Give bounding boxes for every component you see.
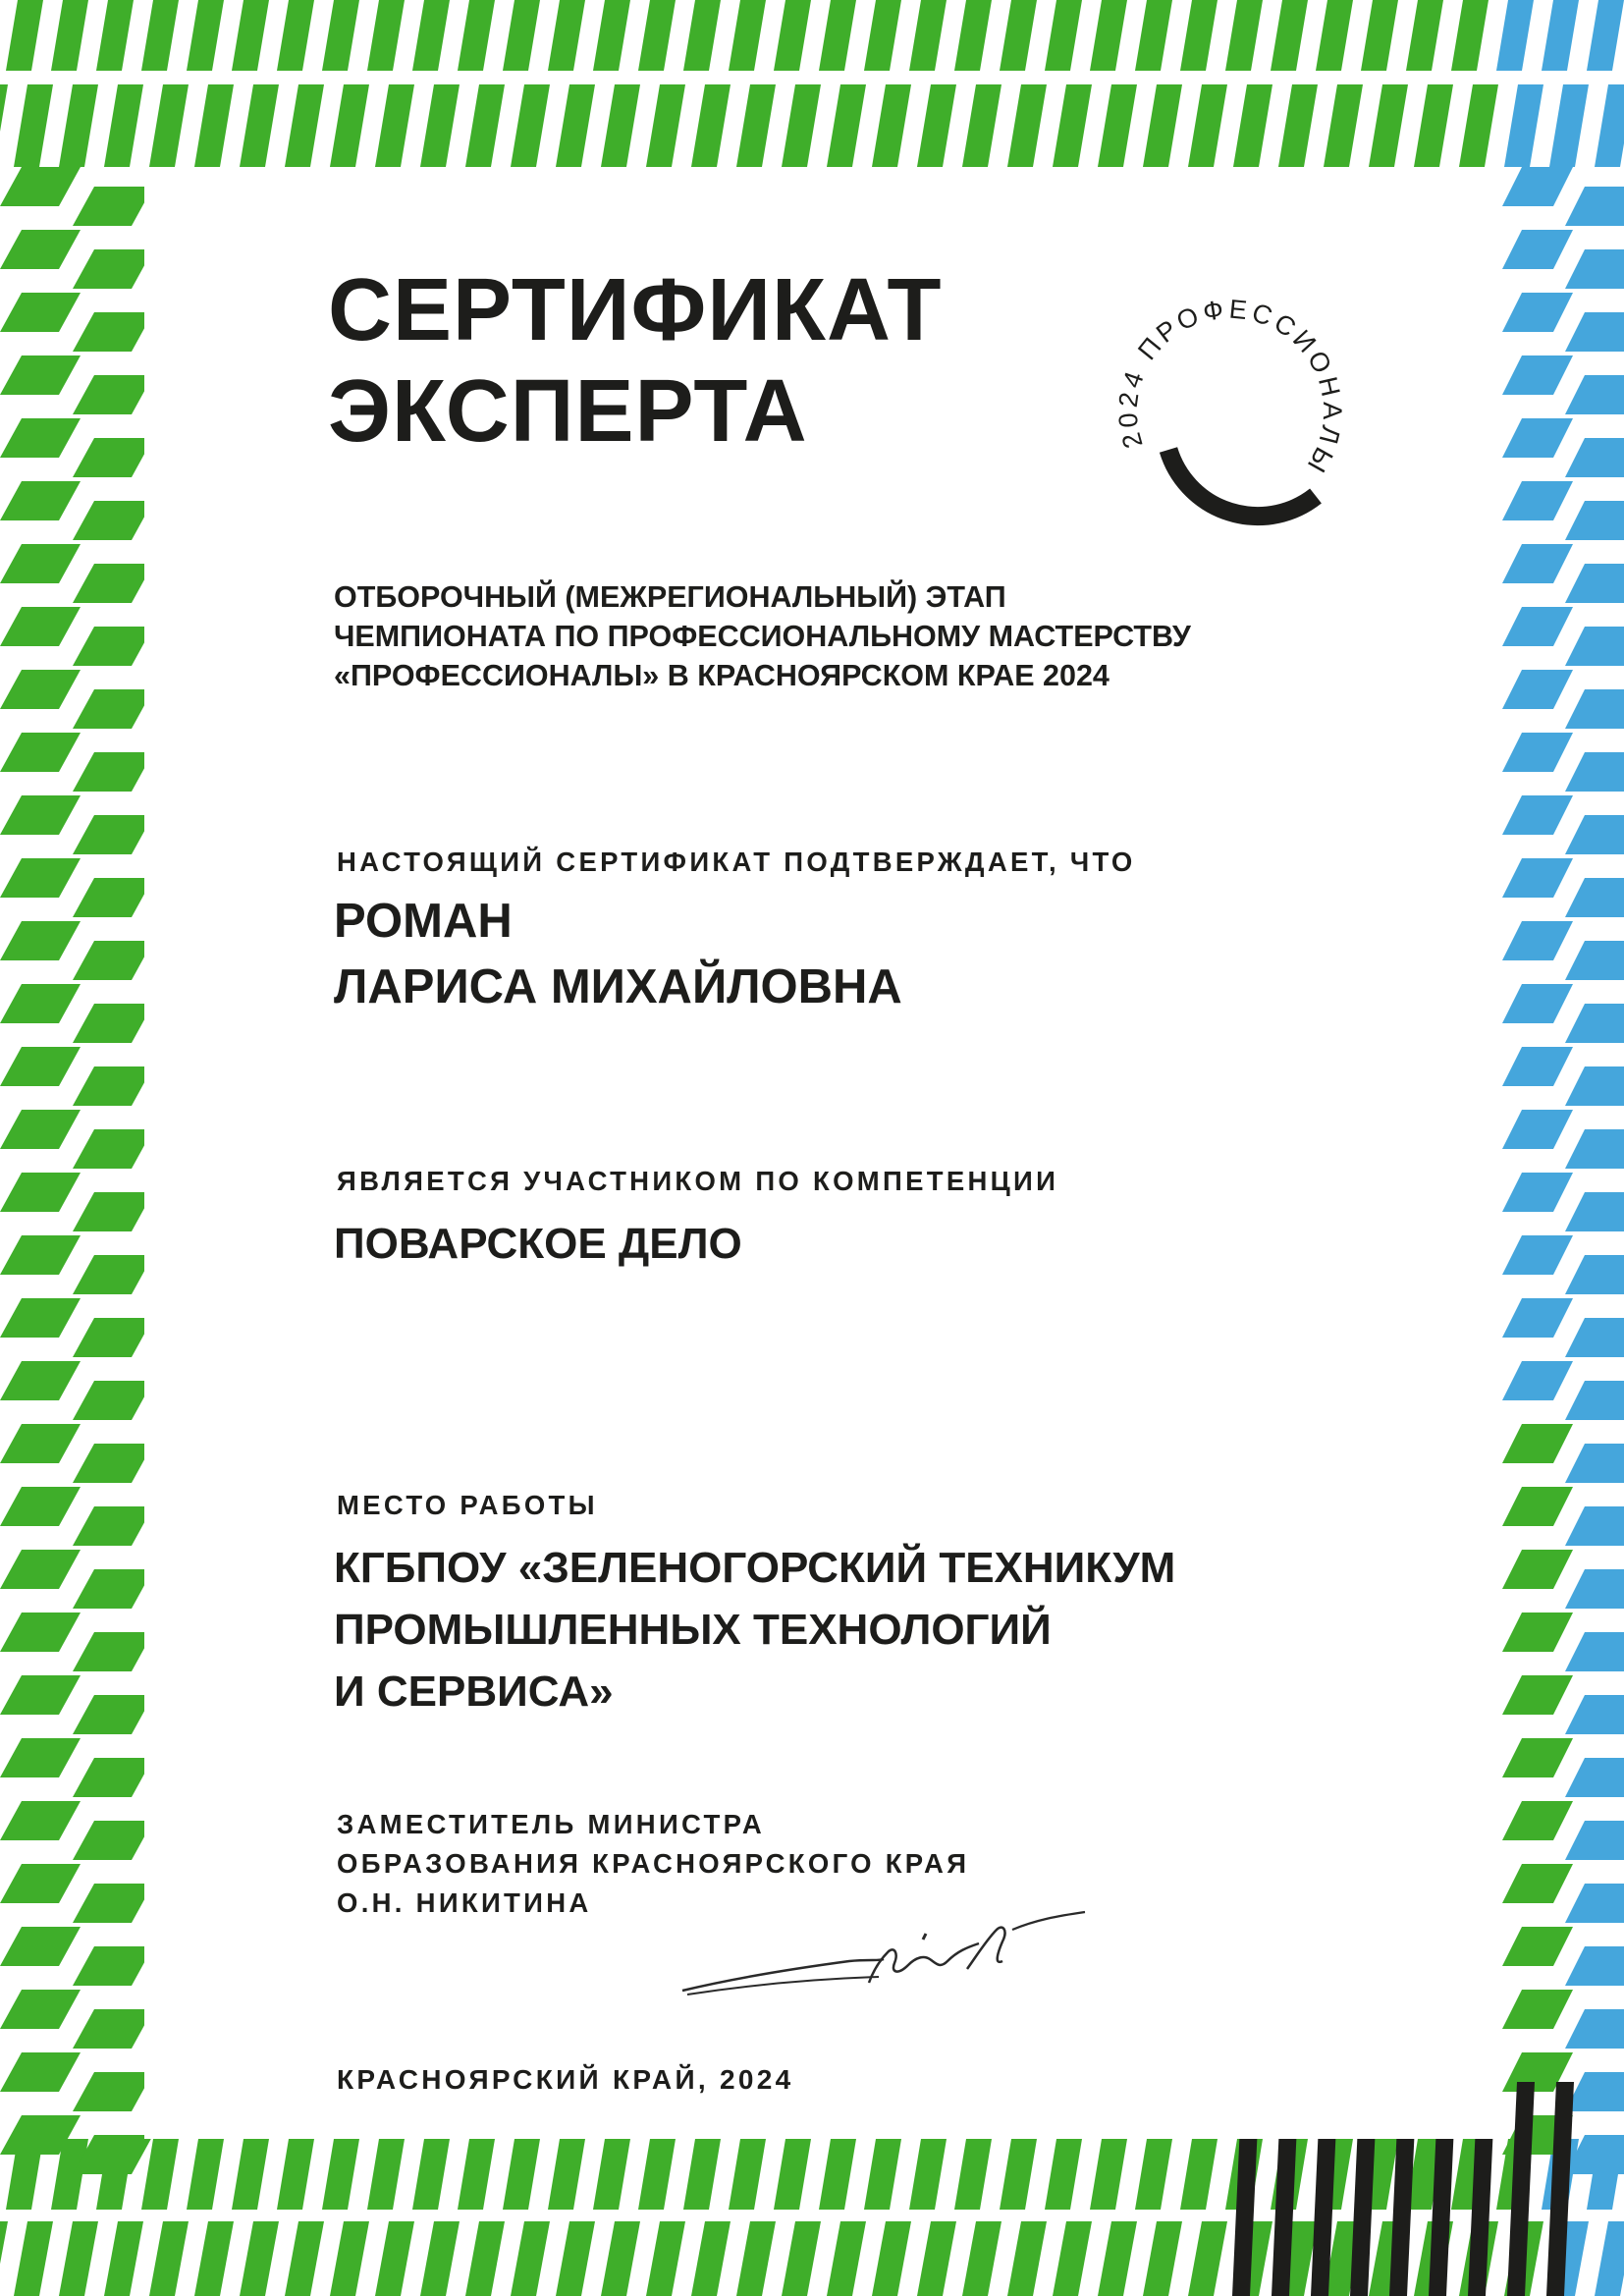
border-stripe-top	[556, 84, 595, 167]
border-stripe-top	[1542, 0, 1579, 71]
border-stripe-right	[1565, 1758, 1624, 1797]
border-stripe-bottom	[683, 2139, 721, 2210]
place-year-text: КРАСНОЯРСКИЙ КРАЙ, 2024	[337, 2064, 794, 2095]
border-stripe-left	[0, 230, 81, 269]
border-stripe-left	[0, 1110, 81, 1149]
border-stripe-top	[1090, 0, 1127, 71]
border-stripe-right	[1565, 1318, 1624, 1357]
border-stripe-top	[601, 84, 640, 167]
event-line-1: ОТБОРОЧНЫЙ (МЕЖРЕГИОНАЛЬНЫЙ) ЭТАП	[334, 580, 1006, 614]
border-stripe-top	[729, 0, 766, 71]
border-stripe-bottom	[827, 2221, 866, 2296]
border-stripe-right	[1502, 607, 1573, 646]
border-stripe-bottom	[917, 2221, 956, 2296]
border-stripe-right	[1565, 1695, 1624, 1734]
border-stripe-top	[59, 84, 98, 167]
border-stripe-left	[73, 752, 153, 792]
border-stripe-bottom	[458, 2139, 495, 2210]
border-stripe-right	[1565, 438, 1624, 477]
border-stripe-top	[1233, 84, 1272, 167]
border-stripe-top	[1098, 84, 1137, 167]
border-stripe-bottom	[322, 2139, 359, 2210]
border-stripe-left	[73, 1004, 153, 1043]
border-stripe-top	[51, 0, 88, 71]
border-stripe-bottom	[194, 2221, 234, 2296]
border-stripe-left	[0, 544, 81, 583]
border-stripe-top	[367, 0, 405, 71]
event-line-2: ЧЕМПИОНАТА ПО ПРОФЕССИОНАЛЬНОМУ МАСТЕРСТВУ	[334, 620, 1191, 653]
border-stripe-left	[73, 1569, 153, 1609]
border-stripe-left	[73, 1946, 153, 1986]
border-stripe-top	[1595, 84, 1624, 167]
border-stripe-top	[1451, 0, 1489, 71]
border-stripe-top	[1324, 84, 1363, 167]
border-stripe-top	[458, 0, 495, 71]
border-stripe-bottom	[638, 2139, 676, 2210]
border-stripe-right	[1502, 1361, 1573, 1400]
border-stripe-right	[1502, 1927, 1573, 1966]
border-stripe-right	[1502, 1424, 1573, 1463]
border-stripe-top	[503, 0, 540, 71]
border-stripe-left	[73, 1758, 153, 1797]
border-stripe-bottom	[1090, 2139, 1127, 2210]
competence-value: ПОВАРСКОЕ ДЕЛО	[334, 1220, 742, 1268]
signer-line-1: ЗАМЕСТИТЕЛЬ МИНИСТРА	[337, 1809, 765, 1839]
border-stripe-bottom	[59, 2221, 98, 2296]
border-stripe-left	[0, 607, 81, 646]
border-stripe-right	[1565, 1444, 1624, 1483]
border-stripe-right	[1565, 1569, 1624, 1609]
border-stripe-bottom	[285, 2221, 324, 2296]
border-stripe-top	[1406, 0, 1443, 71]
border-stripe-right	[1565, 1004, 1624, 1043]
border-stripe-right	[1565, 1129, 1624, 1169]
border-stripe-left	[0, 1927, 81, 1966]
border-stripe-right	[1565, 878, 1624, 917]
handwritten-signature	[673, 1900, 1095, 2008]
border-stripe-top	[1180, 0, 1218, 71]
workplace-line-1: КГБПОУ «ЗЕЛЕНОГОРСКИЙ ТЕХНИКУМ	[334, 1544, 1176, 1592]
certificate-title	[328, 260, 942, 463]
border-stripe-left	[0, 1173, 81, 1212]
border-stripe-left	[73, 1066, 153, 1106]
border-stripe-right	[1502, 921, 1573, 960]
border-stripe-bottom	[1045, 2139, 1082, 2210]
workplace-line-2: ПРОМЫШЛЕННЫХ ТЕХНОЛОГИЙ	[334, 1606, 1052, 1654]
border-stripe-top	[1188, 84, 1227, 167]
border-stripe-right	[1502, 1864, 1573, 1903]
border-stripe-bottom	[412, 2139, 450, 2210]
border-stripe-top	[96, 0, 134, 71]
border-stripe-bottom	[0, 2221, 8, 2296]
border-stripe-bottom	[1143, 2221, 1182, 2296]
border-stripe-bottom	[962, 2221, 1001, 2296]
logo-arc	[1168, 450, 1316, 517]
border-stripe-top	[864, 0, 901, 71]
border-stripe-bottom	[782, 2221, 821, 2296]
border-stripe-top	[1045, 0, 1082, 71]
border-stripe-right	[1502, 984, 1573, 1023]
border-stripe-bottom	[1188, 2221, 1227, 2296]
border-stripe-top	[1414, 84, 1453, 167]
border-stripe-top	[511, 84, 550, 167]
border-stripe-right	[1565, 2009, 1624, 2049]
border-stripe-left	[0, 1675, 81, 1715]
border-stripe-top	[375, 84, 414, 167]
border-stripe-left	[0, 1990, 81, 2029]
logo-text: 2024 ПРОФЕССИОНАЛЫ	[1112, 294, 1348, 481]
event-description	[334, 577, 1414, 695]
border-stripe-top	[465, 84, 505, 167]
border-stripe-bottom	[465, 2221, 505, 2296]
border-stripe-left	[0, 418, 81, 458]
border-stripe-top	[1369, 84, 1408, 167]
border-stripe-right	[1565, 627, 1624, 666]
border-stripe-top	[827, 84, 866, 167]
signer-line-2: ОБРАЗОВАНИЯ КРАСНОЯРСКОГО КРАЯ	[337, 1848, 970, 1879]
border-stripe-top	[1007, 84, 1047, 167]
border-stripe-bottom	[149, 2221, 189, 2296]
border-stripe-left	[0, 481, 81, 520]
border-stripe-left	[0, 1738, 81, 1777]
border-stripe-left	[0, 1801, 81, 1840]
border-stripe-top	[1496, 0, 1534, 71]
border-stripe-left	[0, 733, 81, 772]
border-stripe-bottom	[1053, 2221, 1092, 2296]
border-stripe-top	[1549, 84, 1589, 167]
border-stripe-bottom	[909, 2139, 947, 2210]
border-stripe-top	[0, 84, 8, 167]
border-stripe-top	[104, 84, 143, 167]
border-stripe-left	[73, 1884, 153, 1923]
border-stripe-bottom	[14, 2221, 53, 2296]
border-stripe-left	[73, 1695, 153, 1734]
border-stripe-bottom	[330, 2221, 369, 2296]
border-stripe-top	[1225, 0, 1263, 71]
border-stripe-left	[0, 1550, 81, 1589]
workplace-line-3: И СЕРВИСА»	[334, 1667, 614, 1716]
border-stripe-left	[0, 858, 81, 898]
border-stripe-top	[194, 84, 234, 167]
border-stripe-bottom	[1595, 2221, 1624, 2296]
border-stripe-top	[420, 84, 460, 167]
border-stripe-right	[1565, 1381, 1624, 1420]
border-stripe-bottom	[420, 2221, 460, 2296]
border-stripe-top	[14, 84, 53, 167]
border-stripe-right	[1502, 1298, 1573, 1338]
border-stripe-right	[1565, 1946, 1624, 1986]
border-stripe-left	[73, 312, 153, 352]
border-stripe-left	[0, 984, 81, 1023]
border-stripe-top	[774, 0, 811, 71]
border-stripe-left	[73, 878, 153, 917]
border-stripe-left	[73, 689, 153, 729]
border-stripe-bottom	[646, 2221, 685, 2296]
border-stripe-bottom	[954, 2139, 992, 2210]
border-stripe-right	[1502, 1738, 1573, 1777]
border-stripe-left	[0, 1298, 81, 1338]
border-stripe-top	[1459, 84, 1498, 167]
border-stripe-left	[73, 1192, 153, 1231]
border-stripe-top	[1143, 84, 1182, 167]
border-stripe-top	[683, 0, 721, 71]
border-stripe-bottom	[1135, 2139, 1172, 2210]
border-stripe-top	[322, 0, 359, 71]
border-stripe-top	[1000, 0, 1037, 71]
border-stripe-bottom	[1000, 2139, 1037, 2210]
border-stripe-left	[0, 1424, 81, 1463]
border-stripe-right	[1502, 481, 1573, 520]
professionaly-logo	[1075, 246, 1389, 560]
border-stripe-right	[1502, 418, 1573, 458]
border-stripe-bottom	[187, 2139, 224, 2210]
border-stripe-bottom	[774, 2139, 811, 2210]
border-stripe-top	[736, 84, 776, 167]
border-stripe-bottom	[1007, 2221, 1047, 2296]
border-stripe-top	[962, 84, 1001, 167]
border-stripe-bottom	[736, 2221, 776, 2296]
border-stripe-top	[232, 0, 269, 71]
border-stripe-bottom	[872, 2221, 911, 2296]
border-stripe-bottom	[691, 2221, 731, 2296]
border-stripe-left	[73, 1821, 153, 1860]
border-stripe-top	[646, 84, 685, 167]
border-stripe-top	[1271, 0, 1308, 71]
border-stripe-top	[1053, 84, 1092, 167]
border-stripe-top	[412, 0, 450, 71]
border-stripe-right	[1565, 375, 1624, 414]
border-stripe-right	[1565, 1884, 1624, 1923]
border-stripe-right	[1502, 733, 1573, 772]
border-stripe-left	[73, 501, 153, 540]
border-stripe-bottom	[548, 2139, 585, 2210]
border-stripe-right	[1565, 815, 1624, 854]
border-stripe-top	[1135, 0, 1172, 71]
border-stripe-top	[6, 0, 43, 71]
border-stripe-right	[1565, 1632, 1624, 1671]
border-stripe-right	[1502, 1613, 1573, 1652]
border-stripe-right	[1502, 1990, 1573, 2029]
border-stripe-right	[1502, 858, 1573, 898]
border-stripe-top	[1316, 0, 1353, 71]
event-line-3: «ПРОФЕССИОНАЛЫ» В КРАСНОЯРСКОМ КРАЕ 2024	[334, 659, 1110, 692]
border-stripe-right	[1502, 670, 1573, 709]
border-stripe-bottom	[864, 2139, 901, 2210]
border-stripe-right	[1502, 230, 1573, 269]
border-stripe-left	[0, 1864, 81, 1903]
recipient-given-names: ЛАРИСА МИХАЙЛОВНА	[334, 960, 902, 1013]
border-stripe-right	[1565, 941, 1624, 980]
border-stripe-top	[187, 0, 224, 71]
border-stripe-left	[73, 1506, 153, 1546]
border-stripe-top	[638, 0, 676, 71]
border-stripe-left	[0, 921, 81, 960]
title-line-1: СЕРТИФИКАТ	[328, 261, 943, 359]
recipient-surname: РОМАН	[334, 895, 513, 948]
border-stripe-left	[73, 249, 153, 289]
border-stripe-left	[73, 1381, 153, 1420]
border-stripe-top	[1278, 84, 1318, 167]
border-stripe-top	[240, 84, 279, 167]
border-stripe-bottom	[104, 2221, 143, 2296]
border-stripe-left	[0, 795, 81, 835]
border-stripe-left	[0, 1235, 81, 1275]
border-stripe-top	[330, 84, 369, 167]
border-stripe-right	[1502, 1675, 1573, 1715]
border-stripe-bottom	[1180, 2139, 1218, 2210]
border-stripe-left	[73, 564, 153, 603]
border-stripe-bottom	[141, 2139, 179, 2210]
border-stripe-right	[1502, 1047, 1573, 1086]
border-stripe-top	[141, 0, 179, 71]
border-stripe-top	[954, 0, 992, 71]
border-stripe-left	[0, 355, 81, 395]
border-stripe-right	[1565, 564, 1624, 603]
border-stripe-top	[1587, 0, 1624, 71]
border-stripe-top	[691, 84, 731, 167]
border-stripe-bottom	[367, 2139, 405, 2210]
border-stripe-bottom	[601, 2221, 640, 2296]
border-stripe-right	[1502, 1487, 1573, 1526]
border-stripe-top	[285, 84, 324, 167]
border-stripe-bottom	[232, 2139, 269, 2210]
border-stripe-right	[1502, 544, 1573, 583]
workplace-value	[334, 1537, 1175, 1722]
border-stripe-left	[0, 293, 81, 332]
border-stripe-left	[73, 187, 153, 226]
border-stripe-top	[782, 84, 821, 167]
border-stripe-top	[909, 0, 947, 71]
border-stripe-right	[1502, 167, 1573, 206]
border-stripe-top	[149, 84, 189, 167]
border-stripe-top	[1361, 0, 1398, 71]
title-line-2: ЭКСПЕРТА	[328, 362, 808, 461]
border-stripe-bottom	[511, 2221, 550, 2296]
workplace-label: МЕСТО РАБОТЫ	[337, 1490, 598, 1520]
border-stripe-bottom	[819, 2139, 856, 2210]
border-stripe-right	[1502, 1235, 1573, 1275]
border-stripe-right	[1565, 312, 1624, 352]
border-stripe-right	[1502, 1550, 1573, 1589]
border-stripe-right	[1565, 752, 1624, 792]
border-stripe-left	[73, 2072, 153, 2111]
confirms-label: НАСТОЯЩИЙ СЕРТИФИКАТ ПОДТВЕРЖДАЕТ, ЧТО	[337, 847, 1136, 877]
border-stripe-top	[277, 0, 314, 71]
border-stripe-left	[73, 815, 153, 854]
place-and-year	[337, 2060, 794, 2100]
border-stripe-left	[0, 1361, 81, 1400]
border-stripe-bottom	[503, 2139, 540, 2210]
border-stripe-top	[872, 84, 911, 167]
border-stripe-bottom	[1098, 2221, 1137, 2296]
border-stripe-bottom	[277, 2139, 314, 2210]
border-stripe-left	[73, 1129, 153, 1169]
border-stripe-left	[0, 2052, 81, 2092]
border-stripe-right	[1502, 293, 1573, 332]
border-stripe-top	[1504, 84, 1543, 167]
border-stripe-right	[1565, 1066, 1624, 1106]
border-stripe-right	[1565, 1506, 1624, 1546]
border-stripe-right	[1502, 1173, 1573, 1212]
border-stripe-right	[1565, 1821, 1624, 1860]
border-stripe-left	[73, 1632, 153, 1671]
border-stripe-bottom	[556, 2221, 595, 2296]
border-stripe-top	[548, 0, 585, 71]
border-stripe-left	[73, 627, 153, 666]
border-stripe-left	[0, 1613, 81, 1652]
border-stripe-left	[0, 1487, 81, 1526]
border-stripe-right	[1565, 501, 1624, 540]
border-stripe-left	[73, 375, 153, 414]
recipient-name	[334, 889, 902, 1020]
border-stripe-top	[917, 84, 956, 167]
border-stripe-right	[1565, 2072, 1624, 2111]
border-stripe-right	[1565, 249, 1624, 289]
border-stripe-left	[73, 1255, 153, 1294]
border-stripe-bottom	[375, 2221, 414, 2296]
border-stripe-left	[0, 670, 81, 709]
border-stripe-left	[73, 1318, 153, 1357]
border-stripe-left	[0, 167, 81, 206]
border-stripe-right	[1565, 187, 1624, 226]
competence-label: ЯВЛЯЕТСЯ УЧАСТНИКОМ ПО КОМПЕТЕНЦИИ	[337, 1166, 1059, 1196]
border-stripe-right	[1502, 1801, 1573, 1840]
border-stripe-left	[0, 1047, 81, 1086]
border-stripe-bottom	[593, 2139, 630, 2210]
border-stripe-top	[593, 0, 630, 71]
border-stripe-right	[1502, 355, 1573, 395]
signer-line-3: О.Н. НИКИТИНА	[337, 1887, 592, 1918]
border-stripe-left	[73, 438, 153, 477]
border-stripe-bottom	[240, 2221, 279, 2296]
border-stripe-right	[1565, 1255, 1624, 1294]
border-stripe-left	[73, 941, 153, 980]
border-stripe-right	[1565, 1192, 1624, 1231]
border-stripe-right	[1502, 1110, 1573, 1149]
border-stripe-top	[819, 0, 856, 71]
border-stripe-left	[73, 1444, 153, 1483]
border-stripe-right	[1565, 689, 1624, 729]
border-stripe-bottom	[729, 2139, 766, 2210]
border-stripe-left	[73, 2009, 153, 2049]
border-stripe-right	[1502, 795, 1573, 835]
